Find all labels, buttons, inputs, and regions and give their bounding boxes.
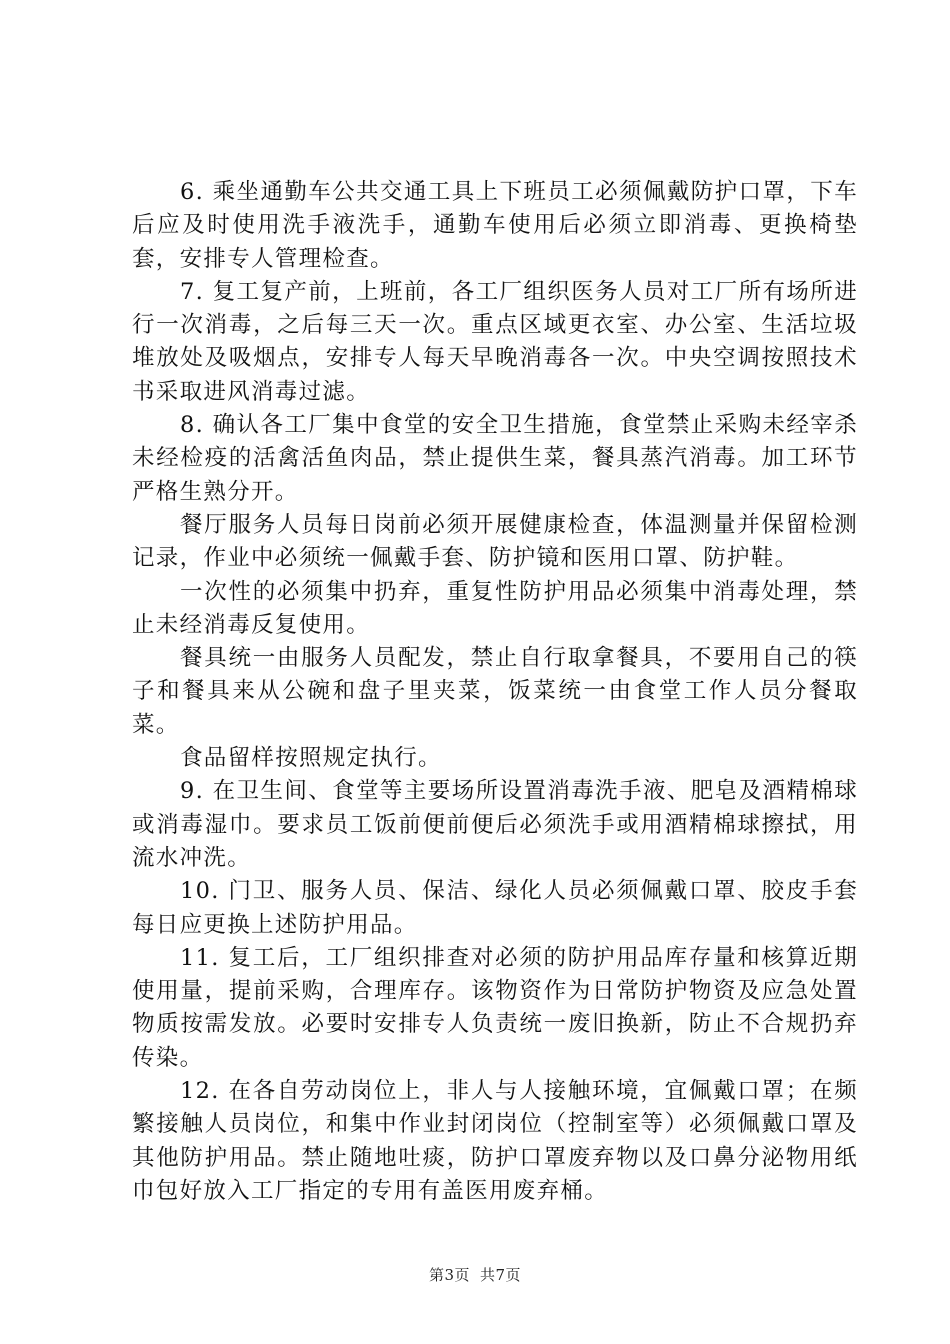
paragraph-tableware: 餐具统一由服务人员配发，禁止自行取拿餐具，不要用自己的筷子和餐具来从公碗和盘子里夹菜，饭菜统一由食堂工作人员分餐取菜。	[132, 645, 858, 738]
document-body	[132, 176, 858, 1208]
paragraph-item-8: 8. 确认各工厂集中食堂的安全卫生措施，食堂禁止采购未经宰杀未经检疫的活禽活鱼肉品，禁止提供生菜，餐具蒸汽消毒。加工环节严格生熟分开。	[132, 412, 858, 505]
page-number: 第3页	[428, 1266, 470, 1284]
paragraph-canteen-staff: 餐厅服务人员每日岗前必须开展健康检查，体温测量并保留检测记录，作业中必须统一佩戴手套、防护镜和医用口罩、防护鞋。	[132, 511, 858, 572]
paragraph-item-7: 7. 复工复产前，上班前，各工厂组织医务人员对工厂所有场所进行一次消毒，之后每三天一次。重点区域更衣室、办公室、生活垃圾堆放处及吸烟点，安排专人每天早晚消毒各一次。中央空调按照技术书采取进风消毒过滤。	[132, 278, 858, 405]
paragraph-item-9: 9. 在卫生间、食堂等主要场所设置消毒洗手液、肥皂及酒精棉球或消毒湿巾。要求员工饭前便前便后必须洗手或用酒精棉球擦拭，用流水冲洗。	[132, 778, 858, 871]
page-footer	[0, 1264, 950, 1285]
page-total: 共7页	[480, 1266, 522, 1284]
paragraph-disposal: 一次性的必须集中扔弃，重复性防护用品必须集中消毒处理，禁止未经消毒反复使用。	[132, 578, 858, 638]
paragraph-item-10: 10. 门卫、服务人员、保洁、绿化人员必须佩戴口罩、胶皮手套每日应更换上述防护用品。	[132, 878, 858, 938]
paragraph-item-6: 6. 乘坐通勤车公共交通工具上下班员工必须佩戴防护口罩，下车后应及时使用洗手液洗手，通勤车使用后必须立即消毒、更换椅垫套，安排专人管理检查。	[132, 179, 858, 272]
paragraph-item-11: 11. 复工后，工厂组织排查对必须的防护用品库存量和核算近期使用量，提前采购，合理库存。该物资作为日常防护物资及应急处置物质按需发放。必要时安排专人负责统一废旧换新，防止不合规扔弃传染。	[132, 944, 858, 1071]
paragraph-food-sample: 食品留样按照规定执行。	[180, 745, 442, 772]
paragraph-item-12: 12. 在各自劳动岗位上，非人与人接触环境，宜佩戴口罩；在频繁接触人员岗位，和集中作业封闭岗位（控制室等）必须佩戴口罩及其他防护用品。禁止随地吐痰，防护口罩废弃物以及口鼻分泌物用纸巾包好放入工厂指定的专用有盖医用废弃桶。	[132, 1078, 858, 1204]
